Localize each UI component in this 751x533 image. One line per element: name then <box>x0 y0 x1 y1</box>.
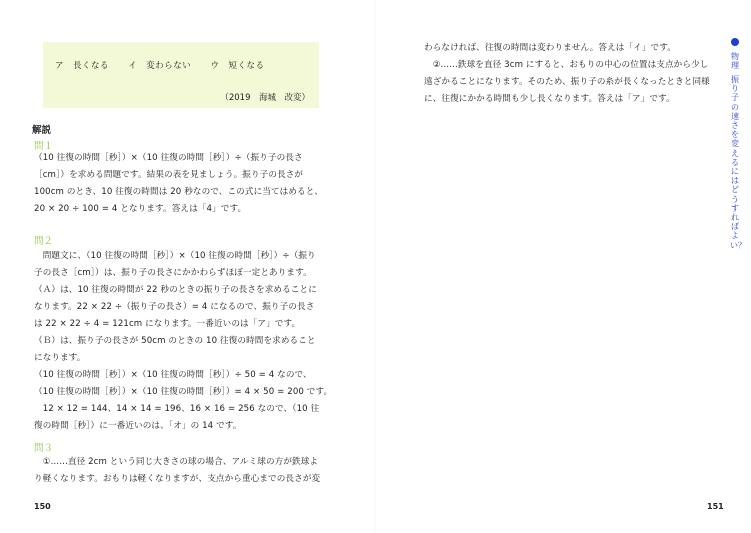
explanation-heading: 解説 <box>32 125 52 136</box>
chapter-dot-icon <box>731 38 739 46</box>
q2-line: （Ｂ）は、振り子の長さが 50cm のときの 10 往復の時間を求めること <box>34 336 316 346</box>
right-line: ②……鉄球を直径 3cm にすると、おもりの中心の位置は支点から少し <box>424 60 709 70</box>
q3-label: 問３ <box>34 443 54 454</box>
q2-label: 問２ <box>34 236 54 247</box>
q2-line: 問題文に、（10 往復の時間［秒］）×（10 往復の時間［秒］）÷（振り <box>34 251 316 261</box>
right-line: に、往復にかかる時間も少し長くなります。答えは「ア」です。 <box>424 94 675 104</box>
q2-line: なります。22 × 22 ÷（振り子の長さ）= 4 になるので、振り子の長さ <box>34 302 315 312</box>
left-page <box>0 0 375 533</box>
q2-line: （10 往復の時間［秒］）×（10 往復の時間［秒］）= 4 × 50 = 200 です。 <box>34 387 333 397</box>
side-tab-subject: 物理 <box>731 52 739 70</box>
q1-label: 問１ <box>34 141 54 152</box>
q2-line: になります。 <box>34 353 86 363</box>
option-a: ア 長くなる <box>55 61 110 71</box>
q2-line: は 22 × 22 ÷ 4 = 121cm になります。一番近いのは「ア」です。 <box>34 319 301 329</box>
q2-line: 復の時間［秒］）に一番近いのは、「オ」の 14 です。 <box>34 421 242 431</box>
right-page <box>376 0 751 533</box>
answer-options <box>55 59 280 71</box>
page-number-right: 151 <box>707 502 724 511</box>
right-line: わらなければ、往復の時間は変わりません。答えは「イ」です。 <box>424 43 676 53</box>
q1-line: ［cm］）を求める問題です。結果の表を見ましょう。振り子の長さが <box>34 170 304 180</box>
q1-line: 20 × 20 ÷ 100 = 4 となります。答えは「4」です。 <box>34 204 247 214</box>
q3-line: り軽くなります。おもりは軽くなりますが、支点から重心までの長さが変 <box>34 474 321 484</box>
right-line: 遠ざかることになります。そのため、振り子の糸が長くなったときと同様 <box>424 77 710 87</box>
option-u: ウ 短くなる <box>210 61 265 71</box>
q2-line: （Ａ）は、10 往復の時間が 22 秒のときの振り子の長さを求めることに <box>34 285 317 295</box>
q1-line: （10 往復の時間［秒］）×（10 往復の時間［秒］）÷（振り子の長さ <box>34 153 303 163</box>
q3-line: ①……直径 2cm という同じ大きさの球の場合、アルミ球の方が鉄球よ <box>34 457 319 467</box>
q1-line: 100cm のとき、10 往復の時間は 20 秒なので、この式に当てはめると、 <box>34 187 324 197</box>
option-i: イ 変わらない <box>128 61 192 71</box>
q2-line: 子の長さ［cm］）は、振り子の長さにかかわらずほぼ一定とあります。 <box>34 268 312 278</box>
q2-line: 12 × 12 = 144、14 × 14 = 196、16 × 16 = 256 なので、（10 往 <box>34 404 320 414</box>
side-tab-title: 振り子の速さを変えるにはどうすればよい？ <box>730 75 746 250</box>
page-number-left: 150 <box>34 502 51 511</box>
answer-options-box <box>43 42 319 108</box>
q2-line: （10 往復の時間［秒］）×（10 往復の時間［秒］）÷ 50 = 4 なので、 <box>34 370 312 380</box>
source-citation: （2019 海城 改変） <box>220 93 310 103</box>
